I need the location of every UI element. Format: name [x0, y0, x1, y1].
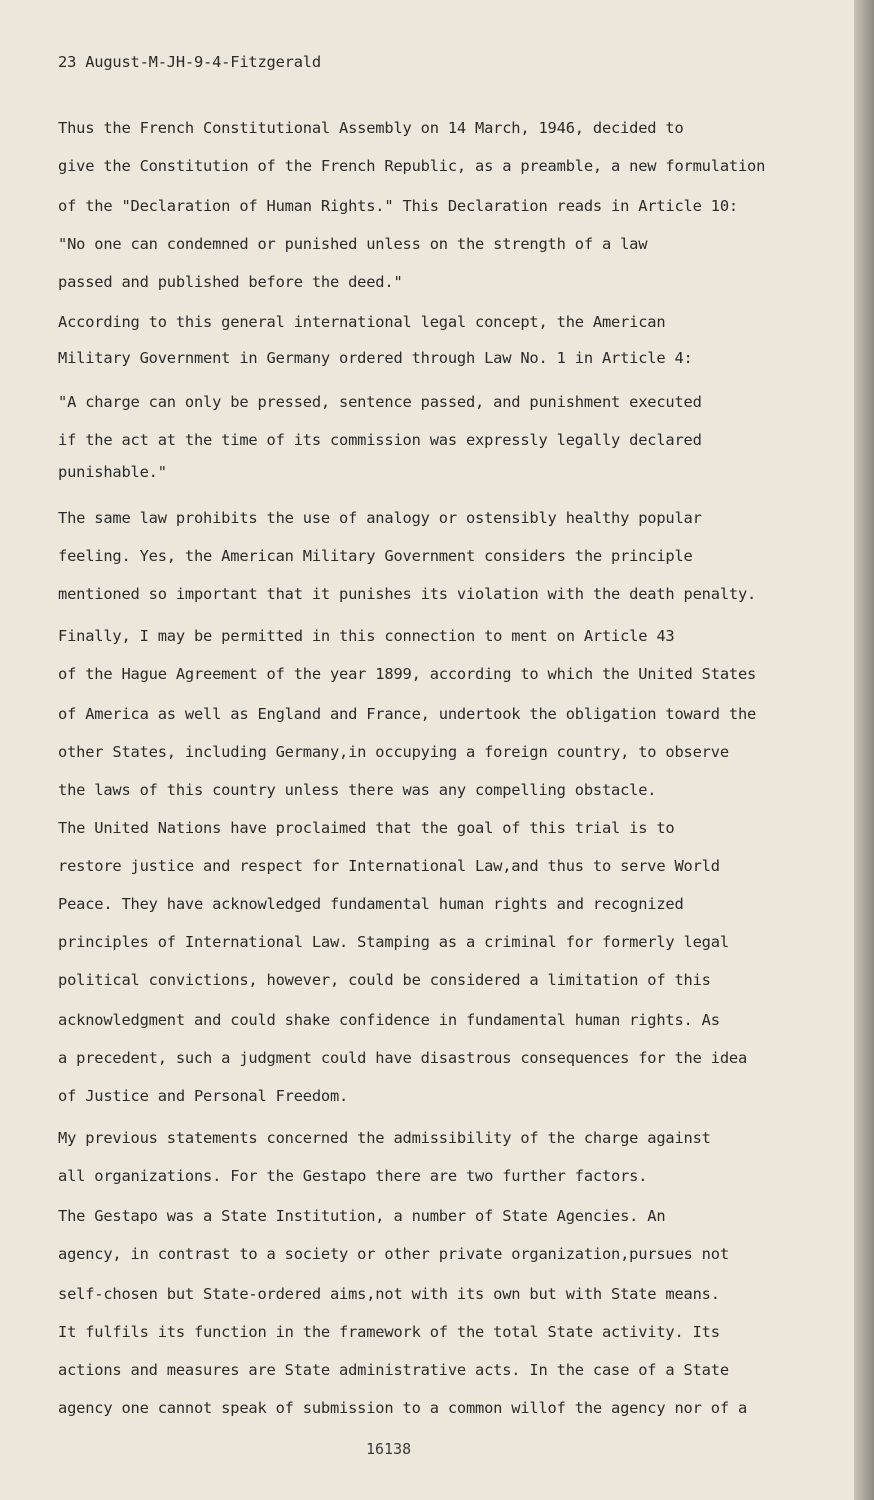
page-edge [854, 0, 874, 1500]
document-header: 23 August-M-JH-9-4-Fitzgerald [58, 53, 321, 71]
text-line: self-chosen but State-ordered aims,not with its own but with State means. [58, 1285, 720, 1303]
text-line: a precedent, such a judgment could have disastrous consequences for the idea [58, 1049, 748, 1067]
text-line: The United Nations have proclaimed that the goal of this trial is to [58, 819, 675, 837]
text-line: restore justice and respect for International Law,and thus to serve World [58, 857, 720, 875]
text-line: Finally, I may be permitted in this connection to ment on Article 43 [58, 627, 675, 645]
text-line: the laws of this country unless there was any compelling obstacle. [58, 781, 657, 799]
text-line: Military Government in Germany ordered through Law No. 1 in Article 4: [58, 349, 693, 367]
text-line: passed and published before the deed." [58, 273, 403, 291]
text-line: Thus the French Constitutional Assembly on 14 March, 1946, decided to [58, 119, 684, 137]
text-line: agency, in contrast to a society or other private organization,pursues not [58, 1245, 729, 1263]
text-line: if the act at the time of its commission was expressly legally declared [58, 431, 702, 449]
text-line: The Gestapo was a State Institution, a number of State Agencies. An [58, 1207, 666, 1225]
text-line: Peace. They have acknowledged fundamental human rights and recognized [58, 895, 684, 913]
text-line: actions and measures are State administrative acts. In the case of a State [58, 1361, 729, 1379]
text-line: other States, including Germany,in occupying a foreign country, to observe [58, 743, 729, 761]
text-line: of America as well as England and France, undertook the obligation toward the [58, 705, 757, 723]
text-line: The same law prohibits the use of analogy or ostensibly healthy popular [58, 509, 702, 527]
text-line: principles of International Law. Stamping as a criminal for formerly legal [58, 933, 729, 951]
text-line: It fulfils its function in the framework of the total State activity. Its [58, 1323, 720, 1341]
text-line: feeling. Yes, the American Military Government considers the principle [58, 547, 693, 565]
text-line: all organizations. For the Gestapo there are two further factors. [58, 1167, 648, 1185]
text-line: My previous statements concerned the admissibility of the charge against [58, 1129, 711, 1147]
text-line: According to this general international legal concept, the American [58, 313, 666, 331]
text-line: agency one cannot speak of submission to a common willof the agency nor of a [58, 1399, 748, 1417]
text-line: give the Constitution of the French Republic, as a preamble, a new formulation [58, 157, 766, 175]
text-line: "No one can condemned or punished unless on the strength of a law [58, 235, 648, 253]
page-number: 16138 [366, 1440, 412, 1458]
text-line: "A charge can only be pressed, sentence passed, and punishment executed [58, 393, 702, 411]
text-line: punishable." [58, 463, 167, 481]
text-line: political convictions, however, could be considered a limitation of this [58, 971, 711, 989]
text-line: acknowledgment and could shake confidence in fundamental human rights. As [58, 1011, 720, 1029]
text-line: of the "Declaration of Human Rights." This Declaration reads in Article 10: [58, 197, 738, 215]
text-line: of the Hague Agreement of the year 1899, according to which the United States [58, 665, 757, 683]
text-line: of Justice and Personal Freedom. [58, 1087, 349, 1105]
text-line: mentioned so important that it punishes its violation with the death penalty. [58, 585, 757, 603]
